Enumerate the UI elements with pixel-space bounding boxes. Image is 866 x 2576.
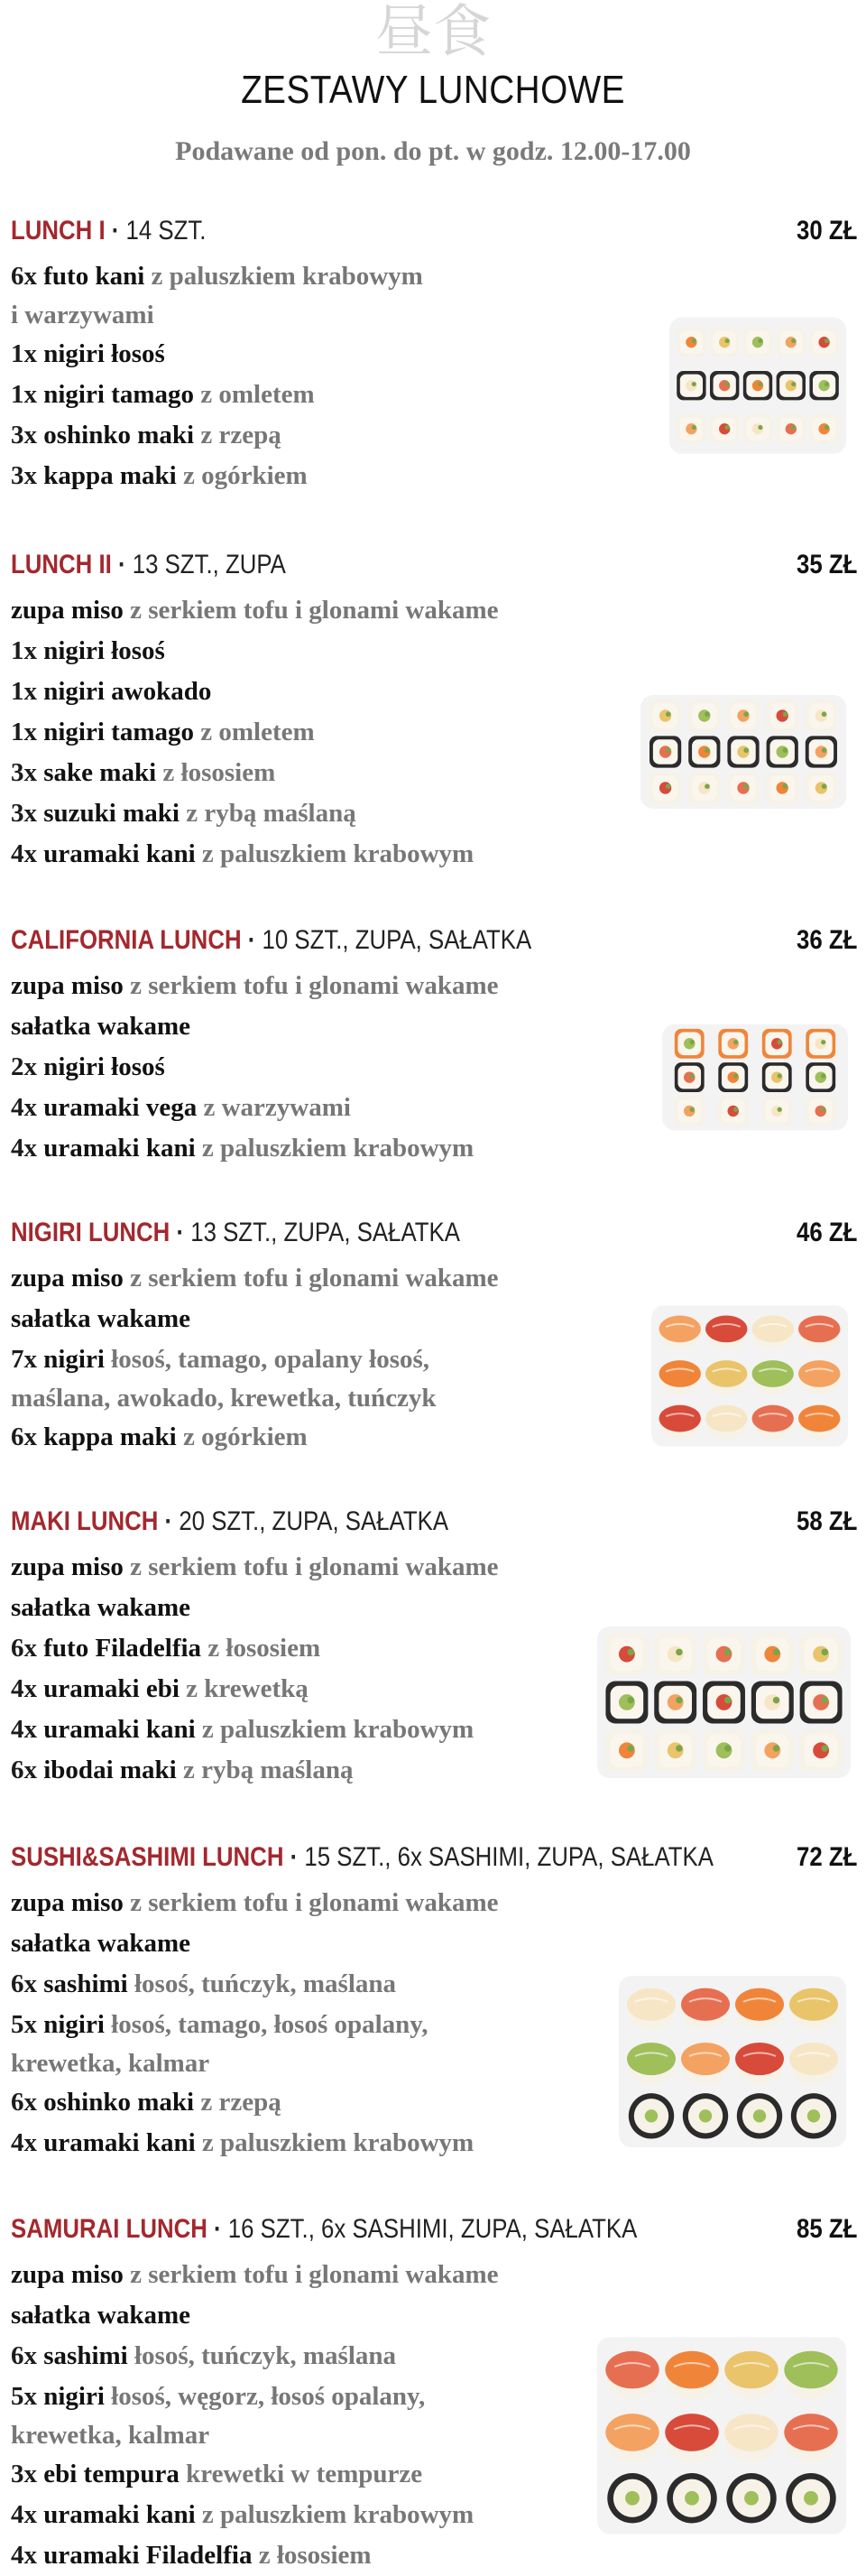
item-quantity: 4x xyxy=(11,2541,37,2570)
item-description: łosoś, tamago, opalany łosoś, xyxy=(111,1345,430,1374)
item-name: nigiri xyxy=(43,1345,105,1374)
item-name: sashimi xyxy=(43,1969,128,1998)
set-name: NIGIRI LUNCH xyxy=(11,1218,170,1247)
menu-item xyxy=(11,753,588,793)
menu-item xyxy=(11,2535,588,2576)
item-quantity: 3x xyxy=(11,799,37,828)
menu-item xyxy=(11,1417,588,1458)
page-title: ZESTAWY LUNCHOWE xyxy=(241,68,625,112)
item-name: zupa miso xyxy=(11,1888,124,1917)
set-separator: · xyxy=(283,1842,305,1872)
item-quantity: 4x xyxy=(11,839,37,868)
set-name: LUNCH I xyxy=(11,216,106,246)
set-price: 58 ZŁ xyxy=(796,1506,857,1536)
set-items xyxy=(11,2255,588,2576)
menu-item xyxy=(11,1006,588,1047)
item-quantity: 6x xyxy=(11,2088,37,2117)
item-description: łosoś, węgorz, łosoś opalany, xyxy=(111,2382,426,2411)
item-description: z rzepą xyxy=(200,421,281,449)
item-description: z paluszkiem krabowym xyxy=(201,2500,474,2529)
item-name: nigiri tamago xyxy=(43,380,194,409)
item-name: nigiri xyxy=(43,2010,105,2039)
item-description: z serkiem tofu i glonami wakame xyxy=(130,1888,499,1917)
menu-item xyxy=(11,1128,588,1169)
menu-item xyxy=(11,672,588,712)
item-description: krewetka, kalmar xyxy=(11,2421,210,2450)
set-heading xyxy=(11,1504,694,1540)
item-quantity: 1x xyxy=(11,339,37,368)
menu-item xyxy=(11,1339,588,1380)
item-description: z paluszkiem krabowym xyxy=(201,2128,474,2157)
item-name: nigiri łosoś xyxy=(43,1052,165,1081)
menu-item xyxy=(11,2336,588,2377)
set-info: 20 SZT., ZUPA, SAŁATKA xyxy=(179,1506,449,1536)
menu-item xyxy=(11,2495,588,2535)
menu-item xyxy=(11,256,588,297)
item-description: i warzywami xyxy=(11,301,154,329)
menu-item xyxy=(11,1669,588,1710)
item-description: z ogórkiem xyxy=(182,1422,308,1451)
set-info: 14 SZT. xyxy=(125,216,207,246)
item-name: uramaki kani xyxy=(43,2128,196,2157)
item-name: sashimi xyxy=(43,2341,128,2370)
item-name: oshinko maki xyxy=(43,2088,195,2117)
set-heading xyxy=(11,1839,714,1876)
item-name: zupa miso xyxy=(11,2260,124,2289)
set-items xyxy=(11,966,588,1169)
set-items xyxy=(11,1258,588,1458)
menu-item xyxy=(11,1883,588,1923)
item-quantity: 4x xyxy=(11,1715,37,1744)
set-info: 15 SZT., 6x SASHIMI, ZUPA, SAŁATKA xyxy=(304,1842,714,1872)
menu-item xyxy=(11,334,588,375)
menu-item xyxy=(11,1547,588,1588)
item-name: sake maki xyxy=(43,758,157,787)
set-name: MAKI LUNCH xyxy=(11,1506,159,1536)
set-price: 30 ZŁ xyxy=(796,216,857,246)
item-description: z warzywami xyxy=(203,1093,351,1122)
set-separator: · xyxy=(111,550,133,579)
menu-item xyxy=(11,1628,588,1669)
item-name: nigiri tamago xyxy=(43,718,194,746)
set-separator: · xyxy=(158,1506,180,1536)
page-subtitle: Podawane od pon. do pt. w godz. 12.00-17.00 xyxy=(175,136,691,166)
menu-item xyxy=(11,2417,588,2454)
menu-item xyxy=(11,966,588,1006)
set-separator: · xyxy=(241,925,263,955)
menu-item xyxy=(11,2295,588,2336)
item-quantity: 6x xyxy=(11,1422,37,1451)
item-name: uramaki Filadelfia xyxy=(43,2541,253,2570)
set-heading xyxy=(11,213,694,249)
menu-item xyxy=(11,793,588,834)
item-quantity: 1x xyxy=(11,636,37,665)
menu-item xyxy=(11,834,588,875)
kanji-heading: 昼食 xyxy=(375,0,491,66)
menu-item xyxy=(11,456,588,496)
set-price: 72 ZŁ xyxy=(796,1842,857,1872)
item-quantity: 6x xyxy=(11,1756,37,1784)
item-quantity: 3x xyxy=(11,2460,37,2488)
item-description: krewetka, kalmar xyxy=(11,2049,210,2078)
menu-item xyxy=(11,2377,588,2417)
set-items xyxy=(11,590,588,875)
item-description: łosoś, tuńczyk, maślana xyxy=(134,2341,397,2370)
set-info: 13 SZT., ZUPA, SAŁATKA xyxy=(190,1218,460,1247)
sushi-set-photo xyxy=(668,298,848,460)
set-info: 16 SZT., 6x SASHIMI, ZUPA, SAŁATKA xyxy=(227,2214,638,2244)
menu-item xyxy=(11,1750,588,1791)
item-quantity: 1x xyxy=(11,380,37,409)
item-quantity: 7x xyxy=(11,1345,37,1374)
menu-item xyxy=(11,1588,588,1628)
item-description: z serkiem tofu i glonami wakame xyxy=(130,971,499,1000)
item-name: sałatka wakame xyxy=(11,1593,190,1622)
item-name: ebi tempura xyxy=(43,2460,180,2488)
item-description: z krewetką xyxy=(186,1674,309,1703)
menu-item xyxy=(11,631,588,672)
item-quantity: 6x xyxy=(11,262,37,291)
item-quantity: 6x xyxy=(11,1634,37,1663)
item-description: łosoś, tuńczyk, maślana xyxy=(134,1969,397,1998)
item-description: z rybą maślaną xyxy=(182,1756,354,1784)
item-name: zupa miso xyxy=(11,1264,124,1293)
set-heading xyxy=(11,922,694,959)
menu-item xyxy=(11,1380,588,1417)
item-description: z serkiem tofu i glonami wakame xyxy=(130,1264,499,1293)
item-name: oshinko maki xyxy=(43,421,195,449)
item-quantity: 4x xyxy=(11,1093,37,1122)
set-separator: · xyxy=(105,216,126,246)
set-info: 13 SZT., ZUPA xyxy=(132,550,286,579)
sushi-set-photo xyxy=(660,1009,850,1135)
item-description: maślana, awokado, krewetka, tuńczyk xyxy=(11,1384,437,1413)
item-name: ibodai maki xyxy=(43,1756,177,1784)
set-price: 46 ZŁ xyxy=(796,1218,857,1247)
sushi-set-photo xyxy=(595,1605,852,1785)
set-items xyxy=(11,256,588,496)
item-name: sałatka wakame xyxy=(11,1304,190,1333)
item-quantity: 3x xyxy=(11,461,37,490)
item-name: sałatka wakame xyxy=(11,1012,190,1041)
menu-item xyxy=(11,2082,588,2123)
menu-item xyxy=(11,2045,588,2082)
item-description: z paluszkiem krabowym xyxy=(201,1715,474,1744)
menu-item xyxy=(11,2454,588,2495)
item-name: zupa miso xyxy=(11,1552,124,1581)
item-description: z łososiem xyxy=(207,1634,321,1663)
item-name: kappa maki xyxy=(43,461,177,490)
item-name: sałatka wakame xyxy=(11,1929,190,1958)
item-name: uramaki kani xyxy=(43,2500,196,2529)
item-description: z łososiem xyxy=(258,2541,372,2570)
set-name: LUNCH II xyxy=(11,550,112,579)
item-name: nigiri awokado xyxy=(43,677,212,706)
set-price: 36 ZŁ xyxy=(796,925,857,955)
item-name: uramaki kani xyxy=(43,1134,196,1163)
item-description: z omletem xyxy=(200,718,315,746)
menu-item xyxy=(11,375,588,415)
sushi-set-photo xyxy=(650,1285,850,1453)
item-description: z paluszkiem krabowym xyxy=(201,839,474,868)
item-quantity: 4x xyxy=(11,1134,37,1163)
menu-item xyxy=(11,2005,588,2045)
item-description: z rybą maślaną xyxy=(186,799,356,828)
set-heading xyxy=(11,1215,694,1251)
sushi-set-photo xyxy=(617,1951,848,2155)
item-quantity: 1x xyxy=(11,677,37,706)
item-name: zupa miso xyxy=(11,596,124,625)
item-description: z omletem xyxy=(200,380,315,409)
item-quantity: 6x xyxy=(11,1969,37,1998)
item-quantity: 5x xyxy=(11,2382,37,2411)
menu-item xyxy=(11,2123,588,2164)
item-description: z paluszkiem krabowym xyxy=(151,262,423,291)
item-name: nigiri xyxy=(43,2382,105,2411)
menu-item xyxy=(11,415,588,456)
item-description: z serkiem tofu i glonami wakame xyxy=(130,1552,499,1581)
menu-item xyxy=(11,590,588,631)
set-heading xyxy=(11,2211,694,2247)
item-description: krewetki w tempurze xyxy=(186,2460,423,2488)
item-name: futo kani xyxy=(43,262,145,291)
item-name: uramaki kani xyxy=(43,1715,196,1744)
menu-item xyxy=(11,1710,588,1750)
set-heading xyxy=(11,547,694,583)
set-items xyxy=(11,1547,588,1791)
item-name: nigiri łosoś xyxy=(43,339,165,368)
item-name: uramaki kani xyxy=(43,839,196,868)
item-quantity: 4x xyxy=(11,2128,37,2157)
menu-item xyxy=(11,1964,588,2005)
item-description: z serkiem tofu i glonami wakame xyxy=(130,2260,499,2289)
set-separator: · xyxy=(207,2214,228,2244)
item-name: futo Filadelfia xyxy=(43,1634,202,1663)
set-name: SUSHI&SASHIMI LUNCH xyxy=(11,1842,284,1872)
set-info: 10 SZT., ZUPA, SAŁATKA xyxy=(262,925,532,955)
item-description: z ogórkiem xyxy=(182,461,308,490)
set-name: CALIFORNIA LUNCH xyxy=(11,925,242,955)
item-quantity: 2x xyxy=(11,1052,37,1081)
item-description: z rzepą xyxy=(200,2088,281,2117)
set-price: 85 ZŁ xyxy=(796,2214,857,2244)
item-name: zupa miso xyxy=(11,971,124,1000)
menu-item xyxy=(11,1047,588,1088)
item-name: nigiri łosoś xyxy=(43,636,165,665)
item-quantity: 4x xyxy=(11,2500,37,2529)
item-name: suzuki maki xyxy=(43,799,180,828)
menu-item xyxy=(11,1088,588,1128)
item-quantity: 3x xyxy=(11,421,37,449)
item-description: z serkiem tofu i glonami wakame xyxy=(130,596,499,625)
set-separator: · xyxy=(170,1218,191,1247)
set-name: SAMURAI LUNCH xyxy=(11,2214,207,2244)
item-quantity: 5x xyxy=(11,2010,37,2039)
item-quantity: 4x xyxy=(11,1674,37,1703)
menu-item xyxy=(11,1299,588,1339)
menu-item xyxy=(11,712,588,753)
menu-item xyxy=(11,1923,588,1964)
item-name: uramaki ebi xyxy=(43,1674,180,1703)
menu-item xyxy=(11,1258,588,1299)
item-quantity: 1x xyxy=(11,718,37,746)
set-items xyxy=(11,1883,588,2164)
item-description: z paluszkiem krabowym xyxy=(201,1134,474,1163)
menu-item xyxy=(11,2255,588,2295)
item-description: łosoś, tamago, łosoś opalany, xyxy=(111,2010,428,2039)
sushi-set-photo xyxy=(639,679,848,814)
item-quantity: 3x xyxy=(11,758,37,787)
item-quantity: 6x xyxy=(11,2341,37,2370)
item-name: sałatka wakame xyxy=(11,2301,190,2330)
item-name: kappa maki xyxy=(43,1422,177,1451)
item-description: z łososiem xyxy=(162,758,276,787)
set-price: 35 ZŁ xyxy=(796,550,857,579)
sushi-set-photo xyxy=(595,2309,848,2544)
item-name: uramaki vega xyxy=(43,1093,198,1122)
menu-item xyxy=(11,297,588,334)
